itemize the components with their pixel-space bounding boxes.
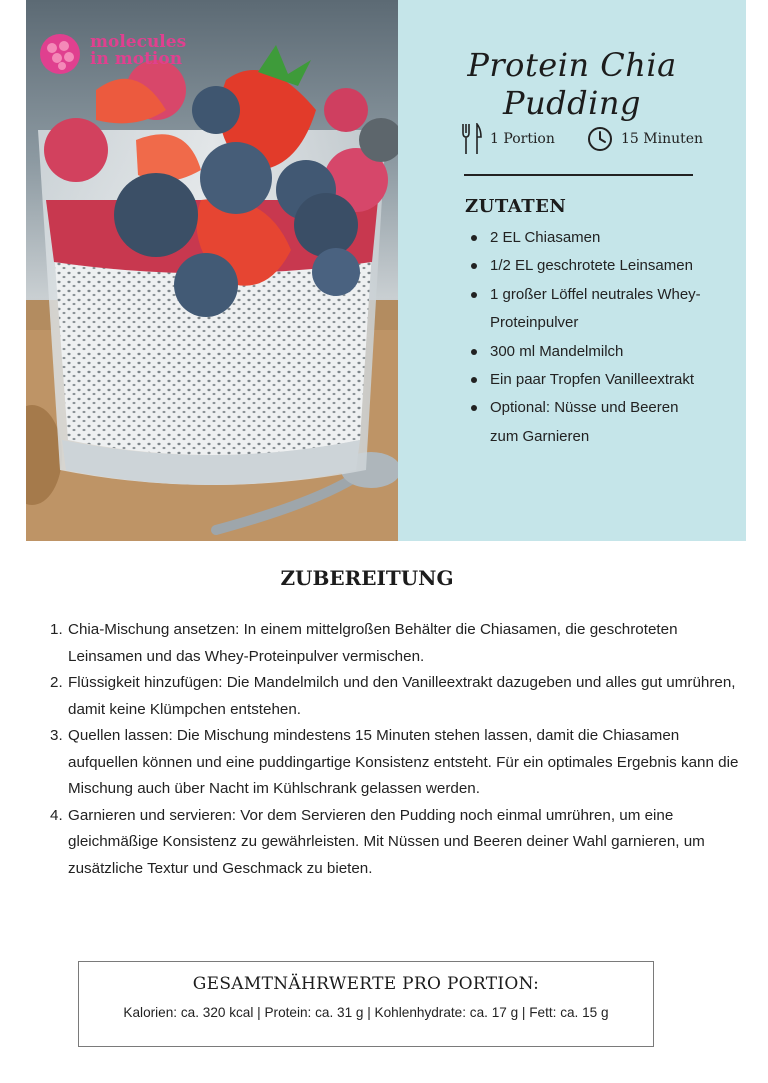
step-number: 1. xyxy=(50,621,63,638)
divider xyxy=(464,174,693,176)
chia-pudding-illustration xyxy=(26,0,398,541)
ingredient-item: Ein paar Tropfen Vanilleextrakt xyxy=(470,366,710,394)
time-label: 15 Minuten xyxy=(621,131,704,147)
ingredient-item: 1 großer Löffel neutrales Whey-Proteinpulver xyxy=(470,281,710,338)
step-item xyxy=(50,723,740,803)
brand-logo xyxy=(38,32,208,72)
fork-knife-icon xyxy=(460,123,482,155)
nutrition-values: Kalorien: ca. 320 kcal | Protein: ca. 31 g | Kohlenhydrate: ca. 17 g | Fett: ca. 15 g xyxy=(123,1005,609,1020)
ingredient-item: 2 EL Chiasamen xyxy=(470,224,710,252)
nutrition-box xyxy=(78,961,654,1047)
raspberry-logo-icon xyxy=(38,32,82,76)
time-info xyxy=(587,124,703,154)
nutrition-heading: GESAMTNÄHRWERTE PRO PORTION: xyxy=(192,974,540,994)
recipe-title: Protein Chia Pudding xyxy=(467,46,677,122)
ingredients-heading: ZUTATEN xyxy=(465,196,567,217)
step-number: 4. xyxy=(50,806,63,824)
step-text: Flüssigkeit hinzufügen: Die Mandelmilch und den Vanilleextrakt dazugeben und alles gut umrühren, damit keine Klümpchen entstehen. xyxy=(68,674,736,718)
ingredients-list xyxy=(470,224,710,451)
recipe-photo xyxy=(26,0,398,541)
ingredient-item: 1/2 EL geschrotete Leinsamen xyxy=(470,252,710,280)
step-text: Quellen lassen: Die Mischung mindestens 15 Minuten stehen lassen, damit die Chiasamen aufquellen können und eine puddingartige Konsistenz entsteht. Für ein optimales Ergebnis kann die Mischung auch über Nacht im Kühlschrank gelassen werden. xyxy=(68,727,739,797)
step-text: Garnieren und servieren: Vor dem Servieren den Pudding noch einmal umrühren, um eine gleichmäßige Konsistenz zu gewährleisten. Mit Nüssen und Beeren deiner Wahl garnieren, um zusätzliche Textur und Geschmack zu bieten. xyxy=(68,806,705,877)
step-item xyxy=(50,670,740,723)
preparation-heading: ZUBEREITUNG xyxy=(280,566,454,590)
ingredient-item: 300 ml Mandelmilch xyxy=(470,338,710,366)
step-item xyxy=(50,617,740,670)
step-item xyxy=(50,803,740,883)
brand-name: molecules in motion xyxy=(90,32,187,69)
preparation-steps xyxy=(50,617,740,882)
portion-info xyxy=(460,124,555,154)
clock-icon xyxy=(587,126,613,152)
step-text: Chia-Mischung ansetzen: In einem mittelgroßen Behälter die Chiasamen, die geschroteten Leinsamen und das Whey-Proteinpulver vermischen. xyxy=(68,621,678,665)
step-number: 3. xyxy=(50,727,63,744)
step-number: 2. xyxy=(50,674,63,691)
portion-label: 1 Portion xyxy=(490,131,555,147)
ingredient-item: Optional: Nüsse und Beeren zum Garnieren xyxy=(470,394,710,451)
